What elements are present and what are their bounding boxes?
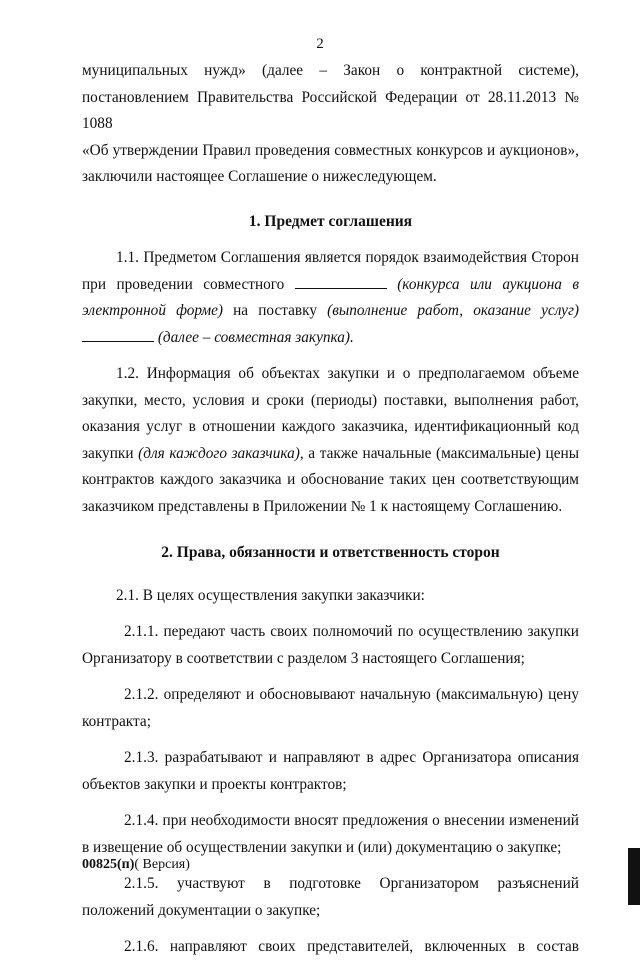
- intro-line-2: постановлением Правительства Российской Федерации от 28.11.2013 № 1088: [82, 88, 579, 132]
- page-number: 2: [316, 36, 324, 52]
- p11-text-b: (конкурса или аукциона в электронной форме): [82, 275, 580, 319]
- section-1-title: 1. Предмет соглашения: [248, 212, 413, 230]
- paragraph-2-1-2: 2.1.2. определяют и обосновывают начальную (максимальную) цену контракта;: [82, 686, 579, 730]
- paragraph-1-2: [82, 361, 579, 520]
- p12-text-c: , а также начальные (максимальные) цены контрактов каждого заказчика и обоснование таких цен соответствующим заказчиком представлены в Приложении № 1 к настоящему Соглашению.: [82, 444, 580, 515]
- blank-line-procurement-type: [295, 274, 387, 289]
- paragraph-2-1-1: 2.1.1. передают часть своих полномочий по осуществлению закупки Организатору в соответствии с разделом 3 настоящего Соглашения;: [82, 623, 579, 667]
- section-2-title: 2. Права, обязанности и ответственность сторон: [161, 544, 500, 561]
- p11-text-d: (выполнение работ, оказание услуг): [327, 302, 580, 319]
- document-body: [82, 58, 579, 961]
- intro-line-1: муниципальных нужд» (далее – Закон о контрактной системе),: [82, 62, 579, 79]
- paragraph-2-1: 2.1. В целях осуществления закупки заказчики:: [116, 586, 425, 604]
- p11-text-e: (далее – совместная закупка).: [157, 328, 354, 346]
- p12-text-a: 1.2. Информация об объектах закупки и о предполагаемом объеме закупки, место, условия и сроки (периоды) поставки, выполнения работ, оказания услуг в отношении каждого заказчика, идентификационный код закупки: [82, 365, 579, 462]
- p11-text-a: 1.1. Предметом Соглашения является порядок взаимодействия Сторон при проведении совместного: [82, 249, 579, 293]
- p12-text-b: (для каждого заказчика): [138, 444, 300, 462]
- footer-code-number: 00825(п): [82, 857, 135, 872]
- footer-code: [82, 857, 190, 873]
- p11-text-c: на поставку: [233, 302, 318, 319]
- footer-version: ( Версия): [134, 857, 190, 872]
- scan-edge-mark: [628, 848, 640, 905]
- intro-line-4: заключили настоящее Соглашение о нижеследующем.: [82, 168, 437, 185]
- intro-line-3: «Об утверждении Правил проведения совместных конкурсов и аукционов»,: [82, 141, 579, 159]
- paragraph-2-1-5: 2.1.5. участвуют в подготовке Организатором разъяснений положений документации о закупке;: [82, 875, 579, 919]
- paragraph-2-1-6: 2.1.6. направляют своих представителей, включенных в состав: [124, 938, 579, 955]
- paragraph-1-1: [82, 245, 579, 351]
- paragraph-2-1-4: 2.1.4. при необходимости вносят предложения о внесении изменений в извещение об осуществлении закупки и (или) документацию о закупке;: [82, 812, 579, 856]
- paragraph-2-1-3: 2.1.3. разрабатывают и направляют в адрес Организатора описания объектов закупки и проекты контрактов;: [82, 749, 579, 793]
- blank-line-subject: [82, 327, 154, 342]
